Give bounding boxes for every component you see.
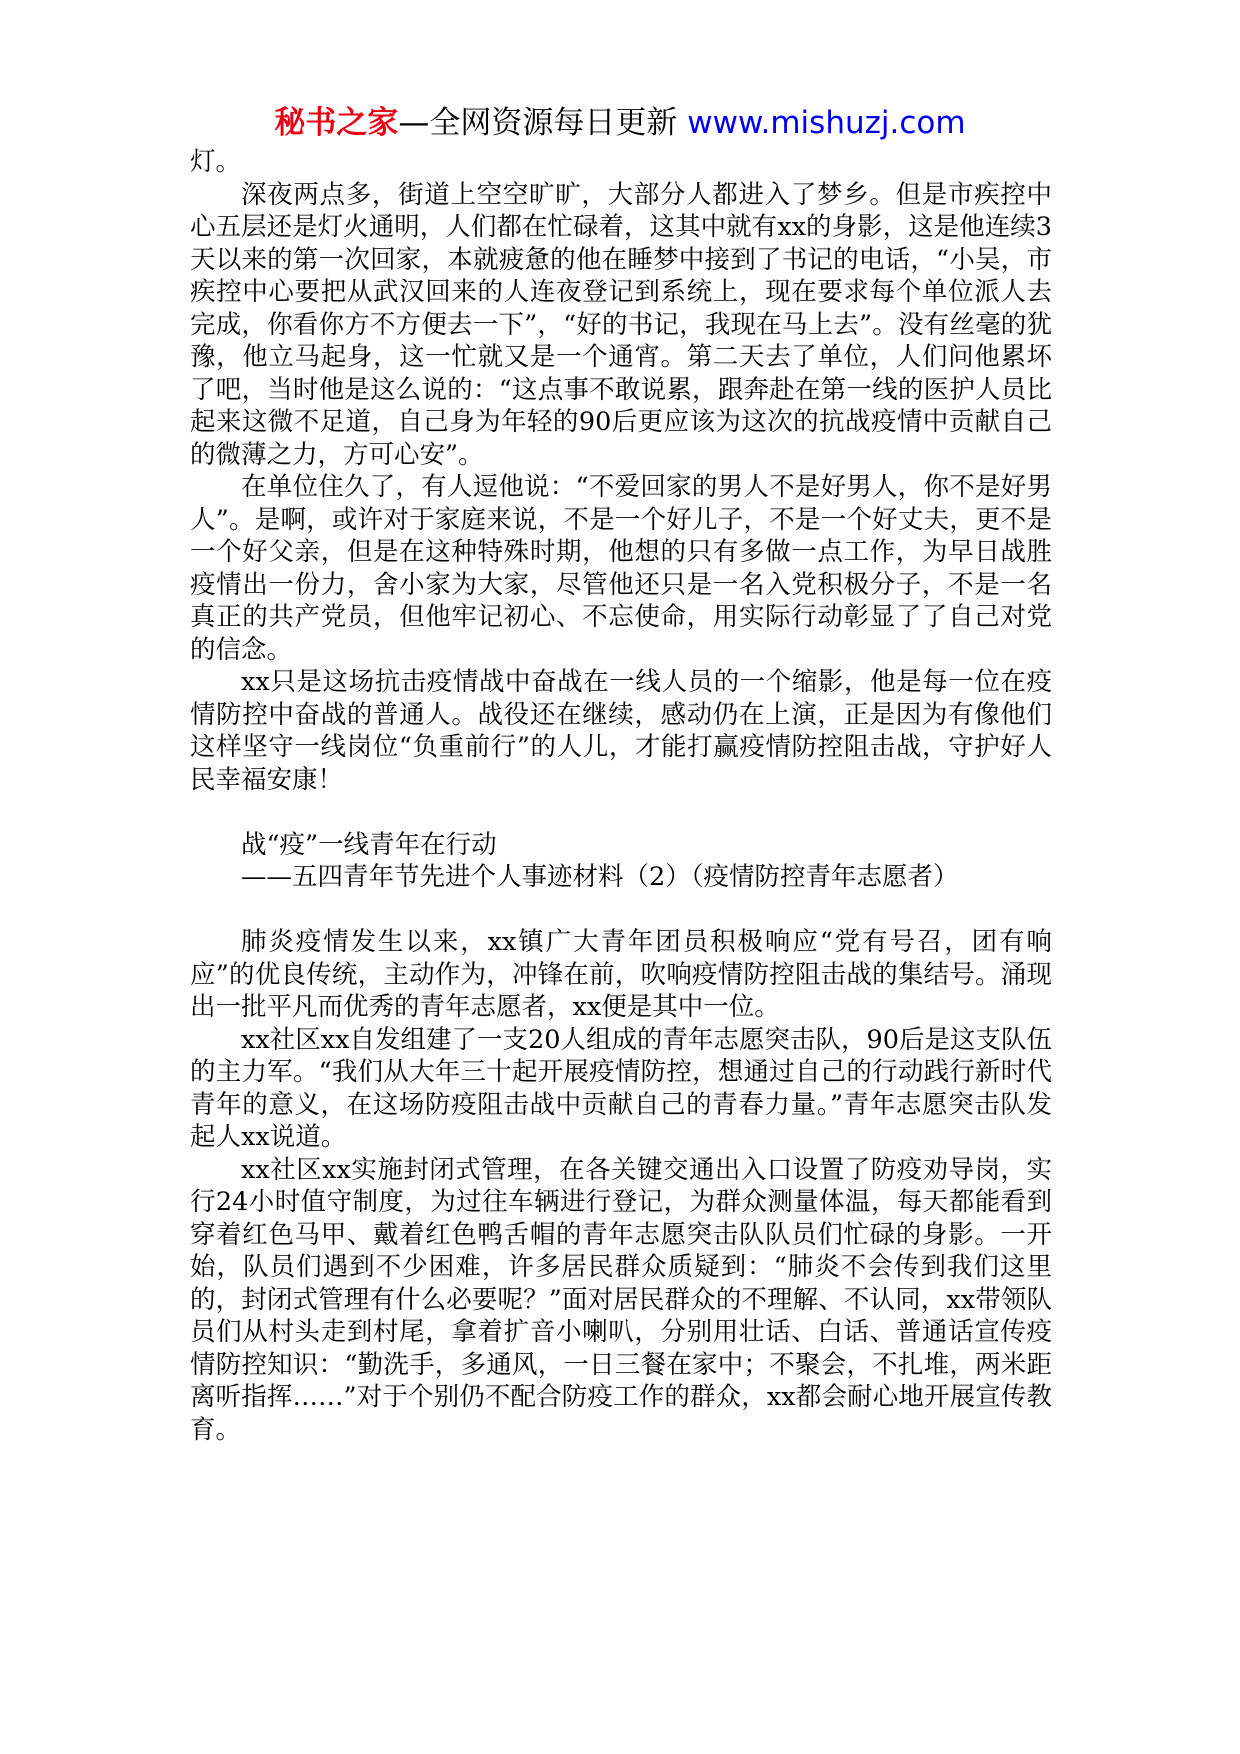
site-url-link[interactable]: www.mishuzj.com [687,105,966,141]
paragraph: xx只是这场抗击疫情战中奋战在一线人员的一个缩影，他是每一位在疫情防控中奋战的普通人。战役还在继续，感动仍在上演，正是因为有像他们这样坚守一线岗位“负重前行”的人儿，才能打赢疫情防控阻击战，守护好人民幸福安康！ [190,667,1052,795]
blank-line [190,894,1052,927]
blank-line [190,796,1052,829]
paragraph: 在单位住久了，有人逗他说：“不爱回家的男人不是好男人，你不是好男人”。是啊，或许对于家庭来说，不是一个好儿子，不是一个好丈夫，更不是一个好父亲，但是在这种特殊时期，他想的只有多做一点工作，为早日战胜疫情出一份力，舍小家为大家，尽管他还只是一名入党积极分子，不是一名真正的共产党员，但他牢记初心、不忘使命，用实际行动彰显了了自己对党的信念。 [190,472,1052,665]
site-header [0,100,1240,146]
section-subtitle: ——五四青年节先进个人事迹材料（2）（疫情防控青年志愿者） [241,862,959,892]
paragraph: xx社区xx实施封闭式管理，在各关键交通出入口设置了防疫劝导岗，实行24小时值守制度，为过往车辆进行登记，为群众测量体温，每天都能看到穿着红色马甲、戴着红色鸭舌帽的青年志愿突击队队员们忙碌的身影。一开始，队员们遇到不少困难，许多居民群众质疑到：“肺炎不会传到我们这里的，封闭式管理有什么必要呢？”面对居民群众的不理解、不认同，xx带领队员们从村头走到村尾，拿着扩音小喇叭，分别用壮话、白话、普通话宣传疫情防控知识：“勤洗手，多通风，一日三餐在家中；不聚会，不扎堆，两米距离听指挥……”对于个别仍不配合防疫工作的群众，xx都会耐心地开展宣传教育。 [190,1154,1052,1445]
paragraph: xx社区xx自发组建了一支20人组成的青年志愿突击队，90后是这支队伍的主力军。“我们从大年三十起开展疫情防控，想通过自己的行动践行新时代青年的意义，在这场防疫阻击战中贡献自己的青春力量。”青年志愿突击队发起人xx说道。 [190,1024,1052,1152]
document-body [190,146,1052,1446]
section-title: 战“疫”一线青年在行动 [241,829,497,860]
paragraph-continuation: 灯。 [190,147,242,177]
paragraph: 肺炎疫情发生以来，xx镇广大青年团员积极响应“党有号召，团有响应”的优良传统，主动作为，冲锋在前，吹响疫情防控阻击战的集结号。涌现出一批平凡而优秀的青年志愿者，xx便是其中一位。 [190,927,1052,1022]
site-slogan: —全网资源每日更新 [398,105,678,141]
site-brand: 秘书之家 [274,105,399,141]
paragraph: 深夜两点多，街道上空空旷旷，大部分人都进入了梦乡。但是市疾控中心五层还是灯火通明，人们都在忙碌着，这其中就有xx的身影，这是他连续3天以来的第一次回家，本就疲惫的他在睡梦中接到了书记的电话，“小吴，市疾控中心要把从武汉回来的人连夜登记到系统上，现在要求每个单位派人去完成，你看你方不方便去一下”，“好的书记，我现在马上去”。没有丝毫的犹豫，他立马起身，这一忙就又是一个通宵。第二天去了单位，人们问他累坏了吧，当时他是这么说的：“这点事不敢说累，跟奔赴在第一线的医护人员比起来这微不足道，自己身为年轻的90后更应该为这次的抗战疫情中贡献自己的微薄之力，方可心安”。 [190,179,1052,470]
